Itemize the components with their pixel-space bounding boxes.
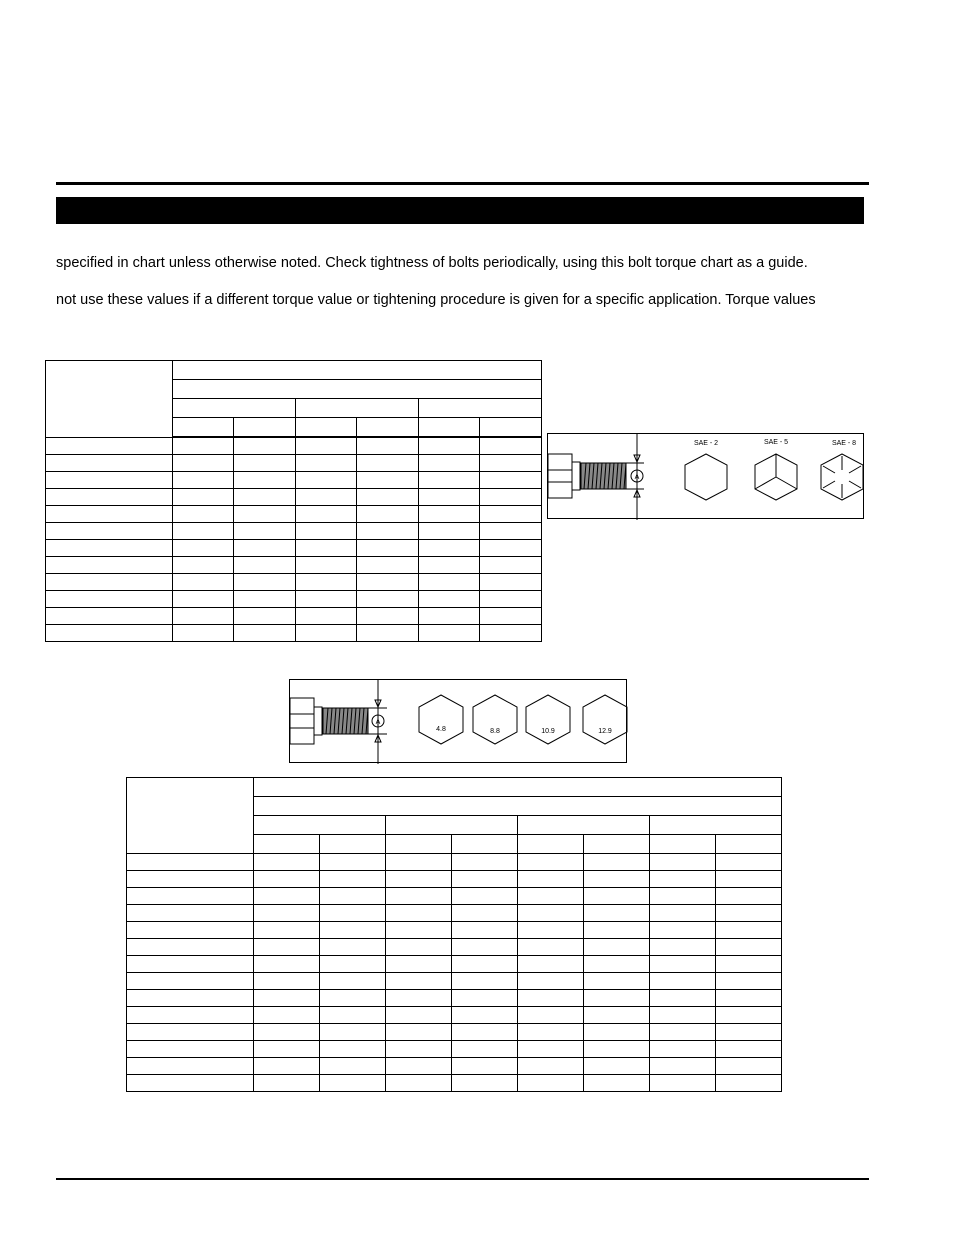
table-row <box>46 489 542 506</box>
header-unit-cell <box>452 835 518 854</box>
header-grade-cell <box>419 399 542 418</box>
header-grade-cell <box>386 816 518 835</box>
header-unit-cell <box>419 418 480 438</box>
header-title-cell <box>173 361 542 380</box>
grade-label-sae-5: SAE - 5 <box>763 439 789 446</box>
header-unit-cell <box>716 835 782 854</box>
metric-grade-4-8-icon <box>419 695 463 744</box>
dimension-a-label: A <box>375 719 381 726</box>
header-subtitle-cell <box>254 797 782 816</box>
header-bolt-size-cell <box>46 361 173 438</box>
grade-label-4-8: 4.8 <box>436 726 446 733</box>
table-row <box>127 1041 782 1058</box>
header-unit-cell <box>480 418 542 438</box>
header-unit-cell <box>357 418 419 438</box>
header-grade-cell <box>518 816 650 835</box>
table-row <box>46 472 542 489</box>
intro-line-1: specified in chart unless otherwise noted. Check tightness of bolts periodically, using this bolt torque chart as a guide. <box>56 255 808 271</box>
grade-label-12-9: 12.9 <box>598 728 612 735</box>
table-row <box>46 608 542 625</box>
grade-label-10-9: 10.9 <box>541 728 555 735</box>
table-row <box>46 574 542 591</box>
table-row <box>127 956 782 973</box>
metric-torque-table <box>126 777 782 1092</box>
header-unit-cell <box>254 835 320 854</box>
table-row <box>127 1075 782 1092</box>
table-row <box>127 922 782 939</box>
header-grade-cell <box>296 399 419 418</box>
metric-grade-8-8-icon <box>473 695 517 744</box>
header-grade-cell <box>650 816 782 835</box>
grade-label-sae-8: SAE - 8 <box>831 440 857 447</box>
table-row <box>127 871 782 888</box>
bolt-side-view-icon <box>290 680 387 764</box>
sae-torque-table <box>45 360 542 642</box>
header-title-cell <box>254 778 782 797</box>
top-rule <box>56 182 869 185</box>
bolt-side-view-icon <box>548 434 644 520</box>
dimension-a-label: A <box>634 474 640 481</box>
table-row <box>127 973 782 990</box>
grade-label-8-8: 8.8 <box>490 728 500 735</box>
hex-three-lines-icon <box>755 454 797 500</box>
header-unit-cell <box>584 835 650 854</box>
header-grade-cell <box>173 399 296 418</box>
header-grade-cell <box>254 816 386 835</box>
table-row <box>46 523 542 540</box>
table-row <box>127 939 782 956</box>
table-row <box>46 506 542 523</box>
table-row <box>46 625 542 642</box>
table-row <box>127 905 782 922</box>
hex-plain-icon <box>685 454 727 500</box>
header-unit-cell <box>173 418 234 438</box>
header-unit-cell <box>386 835 452 854</box>
metric-grade-10-9-icon <box>526 695 570 744</box>
table-row <box>127 1024 782 1041</box>
table-row <box>127 888 782 905</box>
table-row <box>46 455 542 472</box>
metric-grade-12-9-icon <box>583 695 627 744</box>
metric-bolt-grade-diagram <box>289 679 627 763</box>
header-unit-cell <box>234 418 296 438</box>
table-row <box>46 540 542 557</box>
header-subtitle-cell <box>173 380 542 399</box>
intro-line-2: not use these values if a different torque value or tightening procedure is given for a specific application. Torque values <box>56 292 816 308</box>
hex-six-lines-icon <box>821 454 863 500</box>
header-unit-cell <box>518 835 584 854</box>
grade-label-sae-2: SAE - 2 <box>693 440 719 447</box>
table-row <box>127 990 782 1007</box>
table-row <box>46 591 542 608</box>
table-row <box>127 1007 782 1024</box>
sae-bolt-grade-diagram <box>547 433 864 519</box>
table-row <box>127 854 782 871</box>
table-row <box>127 1058 782 1075</box>
section-title-bar <box>56 197 864 224</box>
table-row <box>46 437 542 455</box>
bottom-rule <box>56 1178 869 1180</box>
header-unit-cell <box>650 835 716 854</box>
header-unit-cell <box>296 418 357 438</box>
header-bolt-size-cell <box>127 778 254 854</box>
table-row <box>46 557 542 574</box>
header-unit-cell <box>320 835 386 854</box>
